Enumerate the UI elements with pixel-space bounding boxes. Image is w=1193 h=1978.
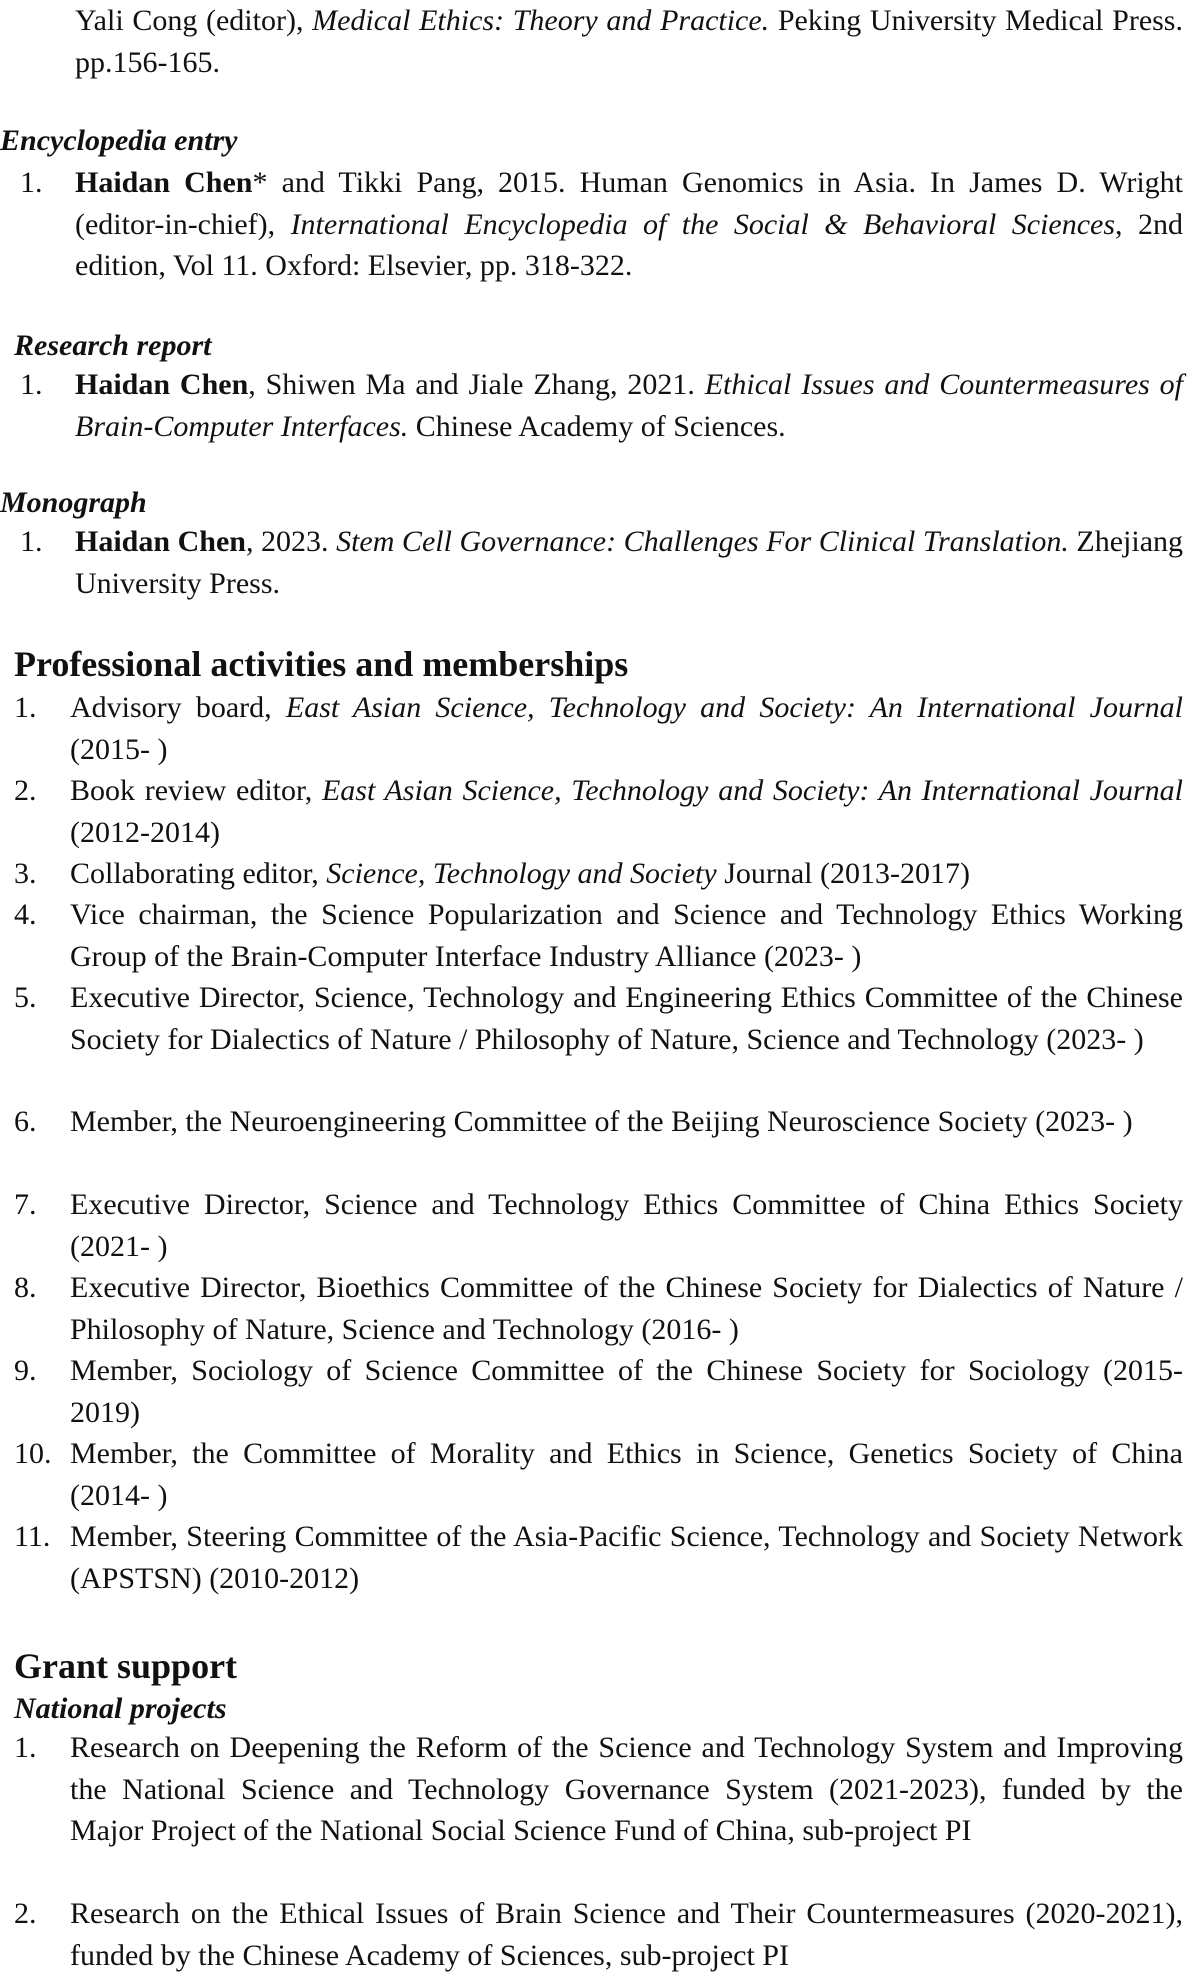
item-text: Research on the Ethical Issues of Brain Science and Their Countermeasures (2020-2021), funded by the Chinese Academy of Sciences, sub-project PI: [70, 1897, 1183, 1972]
item-text: (2012-2014): [70, 815, 220, 849]
journal-title: East Asian Science, Technology and Society: An International Journal: [321, 774, 1183, 807]
list-number: 1.: [20, 368, 43, 401]
list-number: 7.: [14, 1188, 37, 1221]
list-number: 1.: [14, 1731, 37, 1764]
item-text: (2015- ): [70, 732, 168, 766]
professional-item: [70, 1350, 1183, 1433]
citation-text: Yali Cong (editor),: [75, 4, 313, 37]
citation-book-title: International Encyclopedia of the Social & Behavioral Sciences: [290, 207, 1116, 241]
professional-item: [70, 894, 1183, 977]
item-text: Book review editor,: [70, 774, 322, 807]
professional-heading: Professional activities and memberships: [14, 644, 629, 684]
grant-heading: Grant support: [14, 1646, 238, 1686]
list-number: 1.: [20, 166, 43, 199]
list-number: 2.: [14, 1897, 37, 1930]
item-text: Member, Sociology of Science Committee of the Chinese Society for Sociology (2015- 2019): [70, 1354, 1183, 1429]
citation-book-title: Medical Ethics: Theory and Practice.: [312, 4, 770, 37]
list-number: 1.: [14, 691, 37, 724]
citation-text: , 2023.: [245, 525, 337, 558]
item-text: Member, the Neuroengineering Committee of the Beijing Neuroscience Society (2023- ): [70, 1105, 1133, 1138]
list-number: 2.: [14, 774, 37, 807]
encyclopedia-item: [75, 162, 1183, 287]
grant-item: [70, 1893, 1183, 1976]
grant-item: [70, 1727, 1183, 1852]
professional-item: [70, 1267, 1183, 1350]
author-name: Haidan Chen: [75, 368, 249, 401]
monograph-item: [75, 521, 1183, 604]
list-number: 5.: [14, 981, 37, 1014]
encyclopedia-heading: Encyclopedia entry: [0, 124, 238, 157]
citation-continuation: [75, 0, 1183, 83]
list-number: 8.: [14, 1271, 37, 1304]
professional-item: [70, 853, 1183, 895]
research-report-item: [75, 364, 1183, 447]
citation-text: Chinese Academy of Sciences.: [408, 409, 786, 443]
item-text: Executive Director, Science, Technology and Engineering Ethics Committee of the Chinese Society for Dialectics of Nature / Philosophy of Nature, Science and Technology (2023- ): [70, 981, 1183, 1056]
list-number: 11.: [14, 1520, 51, 1553]
citation-text: Zhejiang University Press.: [75, 525, 1184, 600]
list-number: 4.: [14, 898, 37, 931]
professional-item: [70, 977, 1183, 1060]
item-text: Executive Director, Science and Technology Ethics Committee of China Ethics Society (2021- ): [70, 1188, 1183, 1263]
author-name: Haidan Chen: [75, 166, 253, 199]
citation-book-title: Stem Cell Governance: Challenges For Clinical Translation.: [336, 525, 1069, 558]
professional-item: [70, 770, 1183, 853]
author-name: Haidan Chen: [75, 525, 246, 558]
citation-text: , Shiwen Ma and Jiale Zhang, 2021.: [248, 368, 705, 401]
item-text: Executive Director, Bioethics Committee of the Chinese Society for Dialectics of Nature / Philosophy of Nature, Science and Technology (2016- ): [70, 1271, 1183, 1346]
research-report-heading: Research report: [14, 329, 212, 362]
item-text: Advisory board,: [70, 691, 286, 724]
item-text: Member, Steering Committee of the Asia-Pacific Science, Technology and Society Network (APSTSN) (2010-2012): [70, 1520, 1183, 1595]
list-number: 3.: [14, 857, 37, 890]
item-text: Journal (2013-2017): [716, 857, 970, 890]
citation-text: , 2nd edition, Vol 11. Oxford: Elsevier, pp. 318-322.: [75, 207, 1183, 282]
journal-title: Science, Technology and Society: [326, 857, 717, 890]
professional-item: [70, 1184, 1183, 1267]
citation-report-title: Ethical Issues and Countermeasures of Brain-Computer Interfaces.: [75, 368, 1183, 443]
journal-title: East Asian Science, Technology and Society: An International Journal: [285, 691, 1183, 724]
citation-text: * and Tikki Pang, 2015. Human Genomics in Asia. In James D. Wright (editor-in-chief),: [75, 166, 1184, 241]
list-number: 6.: [14, 1105, 37, 1138]
list-number: 1.: [20, 525, 43, 558]
item-text: Research on Deepening the Reform of the Science and Technology System and Improving the National Science and Technology Governance System (2021-2023), funded by the Major Project of the National Social Science Fund of China, sub-project PI: [70, 1731, 1183, 1847]
professional-item: [70, 1101, 1183, 1143]
professional-item: [70, 1433, 1183, 1516]
professional-item: [70, 1516, 1183, 1599]
national-projects-heading: National projects: [14, 1692, 227, 1725]
item-text: Vice chairman, the Science Popularization and Science and Technology Ethics Working Group of the Brain-Computer Interface Industry Alliance (2023- ): [70, 898, 1183, 973]
list-number: 10.: [14, 1437, 52, 1470]
list-number: 9.: [14, 1354, 37, 1387]
professional-item: [70, 687, 1183, 770]
item-text: Member, the Committee of Morality and Ethics in Science, Genetics Society of China (2014- ): [70, 1437, 1183, 1512]
citation-text: Peking University Medical Press. pp.156-165.: [75, 4, 1183, 79]
monograph-heading: Monograph: [0, 486, 147, 519]
item-text: Collaborating editor,: [70, 857, 327, 890]
